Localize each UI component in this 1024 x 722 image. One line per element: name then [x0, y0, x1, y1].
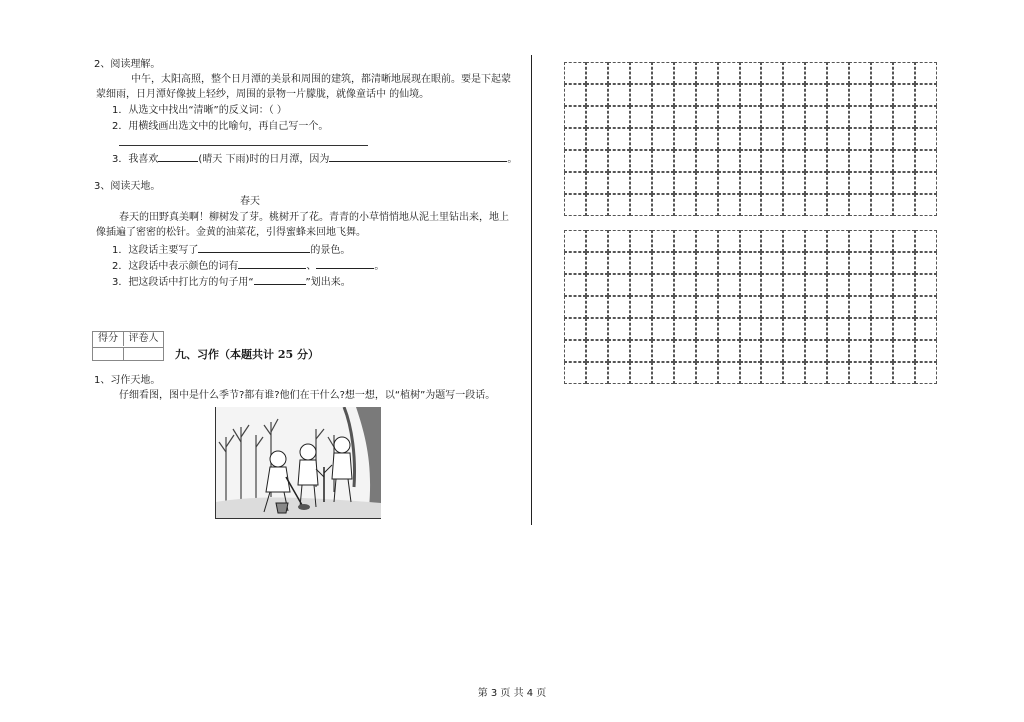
writing-grid-cell[interactable] [871, 128, 893, 150]
writing-grid-cell[interactable] [827, 106, 849, 128]
writing-grid-cell[interactable] [761, 62, 783, 84]
writing-grid-cell[interactable] [740, 106, 762, 128]
writing-grid-cell[interactable] [586, 362, 608, 384]
writing-grid-cell[interactable] [608, 362, 630, 384]
writing-grid-cell[interactable] [674, 62, 696, 84]
writing-grid-cell[interactable] [586, 150, 608, 172]
writing-grid-cell[interactable] [586, 128, 608, 150]
writing-grid-cell[interactable] [718, 252, 740, 274]
writing-grid-cell[interactable] [893, 362, 915, 384]
writing-grid-cell[interactable] [805, 172, 827, 194]
writing-grid-cell[interactable] [674, 340, 696, 362]
writing-grid-cell[interactable] [564, 318, 586, 340]
writing-grid-cell[interactable] [718, 194, 740, 216]
writing-grid-cell[interactable] [783, 252, 805, 274]
passage-title: 春天 [240, 196, 260, 207]
writing-grid-cell[interactable] [849, 340, 871, 362]
score-label: 得分 [93, 332, 124, 346]
writing-grid-cell[interactable] [718, 318, 740, 340]
writing-grid-cell[interactable] [740, 150, 762, 172]
writing-grid-cell[interactable] [586, 296, 608, 318]
writing-grid-cell[interactable] [718, 106, 740, 128]
writing-grid-cell[interactable] [586, 318, 608, 340]
writing-grid-cell[interactable] [761, 274, 783, 296]
writing-grid-cell[interactable] [674, 128, 696, 150]
writing-grid-cell[interactable] [827, 62, 849, 84]
writing-grid-cell[interactable] [827, 318, 849, 340]
writing-grid-cell[interactable] [915, 318, 937, 340]
writing-grid-cell[interactable] [871, 318, 893, 340]
writing-grid-cell[interactable] [608, 172, 630, 194]
writing-grid-cell[interactable] [608, 106, 630, 128]
writing-grid-cell[interactable] [805, 362, 827, 384]
writing-grid-cell[interactable] [783, 106, 805, 128]
section3-q3-suffix: ”划出来。 [305, 277, 351, 288]
writing-grid-cell[interactable] [915, 194, 937, 216]
writing-grid-cell[interactable] [783, 172, 805, 194]
writing-grid-cell[interactable] [915, 84, 937, 106]
writing-grid-cell[interactable] [915, 128, 937, 150]
writing-grid-cell[interactable] [630, 194, 652, 216]
writing-grid-cell[interactable] [652, 128, 674, 150]
writing-grid-cell[interactable] [871, 62, 893, 84]
writing-grid-cell[interactable] [718, 230, 740, 252]
writing-grid-cell[interactable] [871, 106, 893, 128]
writing-grid-cell[interactable] [740, 62, 762, 84]
writing-grid-cell[interactable] [915, 172, 937, 194]
writing-grid-cell[interactable] [915, 106, 937, 128]
writing-grid-cell[interactable] [608, 296, 630, 318]
writing-grid-cell[interactable] [805, 274, 827, 296]
section3-passage-line1: 春天的田野真美啊！柳树发了芽。桃树开了花。青青的小草悄悄地从泥土里钻出来，地上 [119, 212, 509, 223]
section2-heading: 2、阅读理解。 [94, 59, 161, 70]
writing-grid-cell[interactable] [805, 340, 827, 362]
writing-grid-cell[interactable] [761, 340, 783, 362]
writing-grid-cell[interactable] [893, 172, 915, 194]
writing-grid-cell[interactable] [915, 296, 937, 318]
writing-grid-cell[interactable] [805, 150, 827, 172]
writing-grid-cell[interactable] [696, 106, 718, 128]
writing-grid-cell[interactable] [740, 172, 762, 194]
section3-question2 [112, 258, 384, 273]
writing-grid-cell[interactable] [674, 318, 696, 340]
writing-grid-cell[interactable] [630, 252, 652, 274]
writing-grid-cell[interactable] [564, 194, 586, 216]
writing-grid-cell[interactable] [871, 150, 893, 172]
writing-grid-cell[interactable] [827, 230, 849, 252]
season-choice-blank[interactable] [158, 151, 198, 162]
writing-grid-cell[interactable] [783, 194, 805, 216]
writing-grid-cell[interactable] [893, 128, 915, 150]
writing-grid-cell[interactable] [849, 128, 871, 150]
writing-grid-cell[interactable] [871, 252, 893, 274]
section2-passage-line1: 中午，太阳高照，整个日月潭的美景和周围的建筑，都清晰地展现在眼前。要是下起蒙 [131, 74, 511, 85]
writing-grid-cell[interactable] [630, 274, 652, 296]
writing-grid-cell[interactable] [871, 296, 893, 318]
writing-grid-cell[interactable] [718, 150, 740, 172]
section9-title: 九、习作（本题共计 25 分） [175, 348, 319, 361]
writing-grid-cell[interactable] [630, 84, 652, 106]
writing-grid-cell[interactable] [893, 150, 915, 172]
section3-heading: 3、阅读天地。 [94, 181, 161, 192]
writing-grid-cell[interactable] [652, 274, 674, 296]
writing-grid-cell[interactable] [849, 230, 871, 252]
writing-grid-cell[interactable] [674, 106, 696, 128]
writing-grid-cell[interactable] [740, 318, 762, 340]
writing-grid-cell[interactable] [893, 252, 915, 274]
writing-grid-cell[interactable] [871, 172, 893, 194]
writing-grid-cell[interactable] [849, 362, 871, 384]
section3-q3-prefix: 3．把这段话中打比方的句子用“ [112, 277, 254, 288]
section9-q1-prompt: 仔细看图，图中是什么季节?都有谁?他们在干什么?想一想，以“植树”为题写一段话。 [119, 390, 496, 401]
writing-grid-cell[interactable] [805, 296, 827, 318]
writing-grid-cell[interactable] [564, 62, 586, 84]
page-number: 第 3 页 共 4 页 [477, 688, 547, 699]
writing-grid-cell[interactable] [827, 128, 849, 150]
writing-grid-cell[interactable] [608, 274, 630, 296]
writing-grid-cell[interactable] [893, 296, 915, 318]
writing-grid-cell[interactable] [564, 230, 586, 252]
writing-grid-cell[interactable] [564, 274, 586, 296]
writing-grid-cell[interactable] [564, 252, 586, 274]
writing-grid-cell[interactable] [652, 62, 674, 84]
writing-grid-cell[interactable] [674, 150, 696, 172]
section3-q2-sep: 、 [306, 261, 317, 272]
writing-grid-cell[interactable] [674, 274, 696, 296]
writing-grid-cell[interactable] [674, 84, 696, 106]
score-box [92, 331, 164, 361]
writing-grid-cell[interactable] [630, 62, 652, 84]
writing-grid-cell[interactable] [652, 340, 674, 362]
writing-grid-cell[interactable] [761, 106, 783, 128]
writing-grid-cell[interactable] [827, 150, 849, 172]
writing-grid-cell[interactable] [652, 230, 674, 252]
writing-grid-cell[interactable] [586, 340, 608, 362]
writing-grid-cell[interactable] [718, 296, 740, 318]
writing-grid-cell[interactable] [805, 84, 827, 106]
writing-grid-cell[interactable] [805, 230, 827, 252]
metaphor-blank[interactable] [254, 274, 306, 285]
writing-grid-cell[interactable] [696, 128, 718, 150]
writing-grid-cell[interactable] [849, 172, 871, 194]
writing-grid-cell[interactable] [586, 106, 608, 128]
writing-grid-cell[interactable] [915, 230, 937, 252]
writing-grid-cell[interactable] [805, 106, 827, 128]
column-divider [531, 55, 532, 525]
writing-grid-cell[interactable] [740, 362, 762, 384]
writing-grid-cell[interactable] [827, 194, 849, 216]
writing-grid-cell[interactable] [893, 62, 915, 84]
writing-grid-cell[interactable] [674, 194, 696, 216]
writing-grid-cell[interactable] [783, 296, 805, 318]
writing-grid-cell[interactable] [608, 252, 630, 274]
writing-grid-cell[interactable] [783, 318, 805, 340]
writing-grid-cell[interactable] [871, 84, 893, 106]
writing-grid-cell[interactable] [827, 340, 849, 362]
writing-grid-cell[interactable] [740, 230, 762, 252]
writing-grid-cell[interactable] [564, 362, 586, 384]
writing-grid-cell[interactable] [696, 194, 718, 216]
writing-grid-cell[interactable] [805, 318, 827, 340]
writing-grid-cell[interactable] [761, 84, 783, 106]
writing-grid-cell[interactable] [783, 150, 805, 172]
writing-grid-cell[interactable] [652, 252, 674, 274]
section2-passage-line2: 蒙细雨，日月潭好像披上轻纱，周围的景物一片朦胧，就像童话中 的仙境。 [96, 89, 430, 100]
writing-grid-cell[interactable] [849, 318, 871, 340]
writing-grid-cell[interactable] [652, 296, 674, 318]
writing-grid-cell[interactable] [608, 62, 630, 84]
writing-grid-cell[interactable] [740, 274, 762, 296]
color-word-blank-2[interactable] [316, 258, 374, 269]
writing-grid-cell[interactable] [696, 84, 718, 106]
writing-grid-cell[interactable] [849, 84, 871, 106]
tree-planting-icon [216, 407, 381, 518]
writing-grid-block-2[interactable] [564, 230, 937, 384]
writing-grid-cell[interactable] [564, 106, 586, 128]
writing-grid-cell[interactable] [827, 274, 849, 296]
writing-grid-cell[interactable] [805, 128, 827, 150]
writing-grid-cell[interactable] [849, 252, 871, 274]
writing-grid-cell[interactable] [871, 274, 893, 296]
writing-grid-cell[interactable] [564, 296, 586, 318]
writing-grid-cell[interactable] [761, 230, 783, 252]
writing-grid-cell[interactable] [783, 274, 805, 296]
writing-grid-cell[interactable] [718, 172, 740, 194]
writing-grid-cell[interactable] [871, 362, 893, 384]
writing-grid-cell[interactable] [783, 340, 805, 362]
writing-grid-cell[interactable] [586, 252, 608, 274]
writing-grid-cell[interactable] [630, 340, 652, 362]
writing-grid-cell[interactable] [674, 252, 696, 274]
writing-grid-cell[interactable] [608, 340, 630, 362]
writing-grid-cell[interactable] [783, 128, 805, 150]
writing-grid-cell[interactable] [740, 340, 762, 362]
writing-grid-cell[interactable] [761, 128, 783, 150]
writing-grid-cell[interactable] [915, 274, 937, 296]
writing-grid-cell[interactable] [827, 172, 849, 194]
writing-grid-cell[interactable] [696, 172, 718, 194]
writing-grid-cell[interactable] [652, 150, 674, 172]
section2-question3 [112, 151, 517, 166]
writing-grid-cell[interactable] [696, 274, 718, 296]
writing-grid-cell[interactable] [761, 362, 783, 384]
writing-grid-cell[interactable] [915, 62, 937, 84]
writing-grid-cell[interactable] [827, 362, 849, 384]
writing-grid-cell[interactable] [915, 150, 937, 172]
section2-question1: 1．从选文中找出“清晰”的反义词：（ ） [112, 105, 287, 116]
writing-grid-cell[interactable] [849, 274, 871, 296]
writing-grid-cell[interactable] [608, 128, 630, 150]
writing-grid-cell[interactable] [630, 150, 652, 172]
writing-grid-cell[interactable] [652, 106, 674, 128]
color-word-blank-1[interactable] [238, 258, 306, 269]
writing-grid-cell[interactable] [608, 150, 630, 172]
writing-grid-cell[interactable] [783, 84, 805, 106]
writing-grid-cell[interactable] [783, 62, 805, 84]
section3-q1-suffix: 的景色。 [310, 245, 351, 256]
writing-grid-cell[interactable] [652, 318, 674, 340]
writing-grid-cell[interactable] [696, 318, 718, 340]
section2-q3-end: 。 [507, 154, 518, 165]
writing-grid-cell[interactable] [586, 274, 608, 296]
writing-grid-cell[interactable] [827, 84, 849, 106]
writing-grid-cell[interactable] [805, 194, 827, 216]
writing-grid-cell[interactable] [630, 106, 652, 128]
writing-grid-cell[interactable] [696, 296, 718, 318]
tree-planting-illustration [215, 407, 381, 519]
writing-grid-block-1[interactable] [564, 62, 937, 216]
writing-grid-cell[interactable] [696, 362, 718, 384]
writing-grid-cell[interactable] [783, 230, 805, 252]
grader-label: 评卷人 [128, 333, 159, 344]
writing-grid-cell[interactable] [564, 84, 586, 106]
writing-grid-cell[interactable] [849, 194, 871, 216]
writing-grid-cell[interactable] [761, 194, 783, 216]
writing-grid-cell[interactable] [652, 84, 674, 106]
writing-grid-cell[interactable] [740, 252, 762, 274]
writing-grid-cell[interactable] [696, 340, 718, 362]
writing-grid-cell[interactable] [674, 230, 696, 252]
writing-grid-cell[interactable] [761, 318, 783, 340]
writing-grid-cell[interactable] [718, 84, 740, 106]
writing-grid-cell[interactable] [696, 230, 718, 252]
writing-grid-cell[interactable] [805, 62, 827, 84]
writing-grid-cell[interactable] [608, 230, 630, 252]
writing-grid-cell[interactable] [586, 62, 608, 84]
writing-grid-cell[interactable] [630, 172, 652, 194]
writing-grid-cell[interactable] [608, 84, 630, 106]
section3-question3 [112, 274, 351, 289]
section3-question1 [112, 242, 350, 257]
writing-grid-cell[interactable] [740, 194, 762, 216]
writing-grid-cell[interactable] [586, 194, 608, 216]
section9-q1-heading: 1、习作天地。 [94, 375, 161, 386]
writing-grid-cell[interactable] [783, 362, 805, 384]
writing-grid-cell[interactable] [761, 150, 783, 172]
writing-grid-cell[interactable] [871, 340, 893, 362]
writing-grid-cell[interactable] [608, 318, 630, 340]
writing-grid-cell[interactable] [893, 84, 915, 106]
writing-grid-cell[interactable] [718, 340, 740, 362]
section2-answer-line[interactable] [119, 145, 368, 146]
section2-q3-prefix: 3．我喜欢 [112, 154, 159, 165]
writing-grid-cell[interactable] [761, 252, 783, 274]
reason-blank[interactable] [329, 151, 507, 162]
writing-grid-cell[interactable] [586, 84, 608, 106]
writing-grid-cell[interactable] [630, 318, 652, 340]
writing-grid-cell[interactable] [761, 172, 783, 194]
writing-grid-cell[interactable] [740, 296, 762, 318]
writing-grid-cell[interactable] [718, 62, 740, 84]
writing-grid-cell[interactable] [564, 128, 586, 150]
writing-grid-cell[interactable] [915, 362, 937, 384]
writing-grid-cell[interactable] [564, 150, 586, 172]
writing-grid-cell[interactable] [674, 362, 696, 384]
section2-q3-middle: (晴天 下雨)时的日月潭，因为 [198, 154, 330, 165]
writing-grid-cell[interactable] [893, 340, 915, 362]
section3-q2-end: 。 [374, 261, 385, 272]
writing-grid-cell[interactable] [696, 252, 718, 274]
writing-grid-cell[interactable] [586, 172, 608, 194]
writing-grid-cell[interactable] [871, 194, 893, 216]
writing-grid-cell[interactable] [630, 230, 652, 252]
writing-grid-cell[interactable] [893, 318, 915, 340]
writing-grid-cell[interactable] [827, 296, 849, 318]
writing-grid-cell[interactable] [696, 150, 718, 172]
writing-grid-cell[interactable] [849, 62, 871, 84]
section3-passage-line2: 像插遍了密密的松针。金黄的油菜花，引得蜜蜂来回地飞舞。 [96, 227, 366, 238]
writing-grid-cell[interactable] [564, 340, 586, 362]
writing-grid-cell[interactable] [893, 274, 915, 296]
writing-grid-cell[interactable] [740, 84, 762, 106]
section3-q1-prefix: 1．这段话主要写了 [112, 245, 199, 256]
writing-grid-cell[interactable] [630, 128, 652, 150]
writing-grid-cell[interactable] [805, 252, 827, 274]
writing-grid-cell[interactable] [630, 362, 652, 384]
writing-grid-cell[interactable] [718, 274, 740, 296]
section3-q2-prefix: 2．这段话中表示颜色的词有 [112, 261, 239, 272]
writing-grid-cell[interactable] [674, 296, 696, 318]
writing-grid-cell[interactable] [915, 340, 937, 362]
writing-grid-cell[interactable] [849, 150, 871, 172]
writing-grid-cell[interactable] [893, 106, 915, 128]
writing-grid-cell[interactable] [915, 252, 937, 274]
writing-grid-cell[interactable] [740, 128, 762, 150]
writing-grid-cell[interactable] [849, 296, 871, 318]
writing-grid-cell[interactable] [696, 62, 718, 84]
section2-question2: 2．用横线画出选文中的比喻句，再自己写一个。 [112, 121, 329, 132]
writing-grid-cell[interactable] [893, 230, 915, 252]
writing-grid-cell[interactable] [871, 230, 893, 252]
writing-grid-cell[interactable] [893, 194, 915, 216]
writing-grid-cell[interactable] [718, 362, 740, 384]
writing-grid-cell[interactable] [652, 194, 674, 216]
writing-grid-cell[interactable] [652, 172, 674, 194]
scenery-blank[interactable] [198, 242, 310, 253]
writing-grid-cell[interactable] [564, 172, 586, 194]
writing-grid-cell[interactable] [652, 362, 674, 384]
writing-grid-cell[interactable] [608, 194, 630, 216]
writing-grid-cell[interactable] [827, 252, 849, 274]
writing-grid-cell[interactable] [718, 128, 740, 150]
writing-grid-cell[interactable] [630, 296, 652, 318]
writing-grid-cell[interactable] [761, 296, 783, 318]
writing-grid-cell[interactable] [586, 230, 608, 252]
writing-grid-cell[interactable] [849, 106, 871, 128]
writing-grid-cell[interactable] [674, 172, 696, 194]
